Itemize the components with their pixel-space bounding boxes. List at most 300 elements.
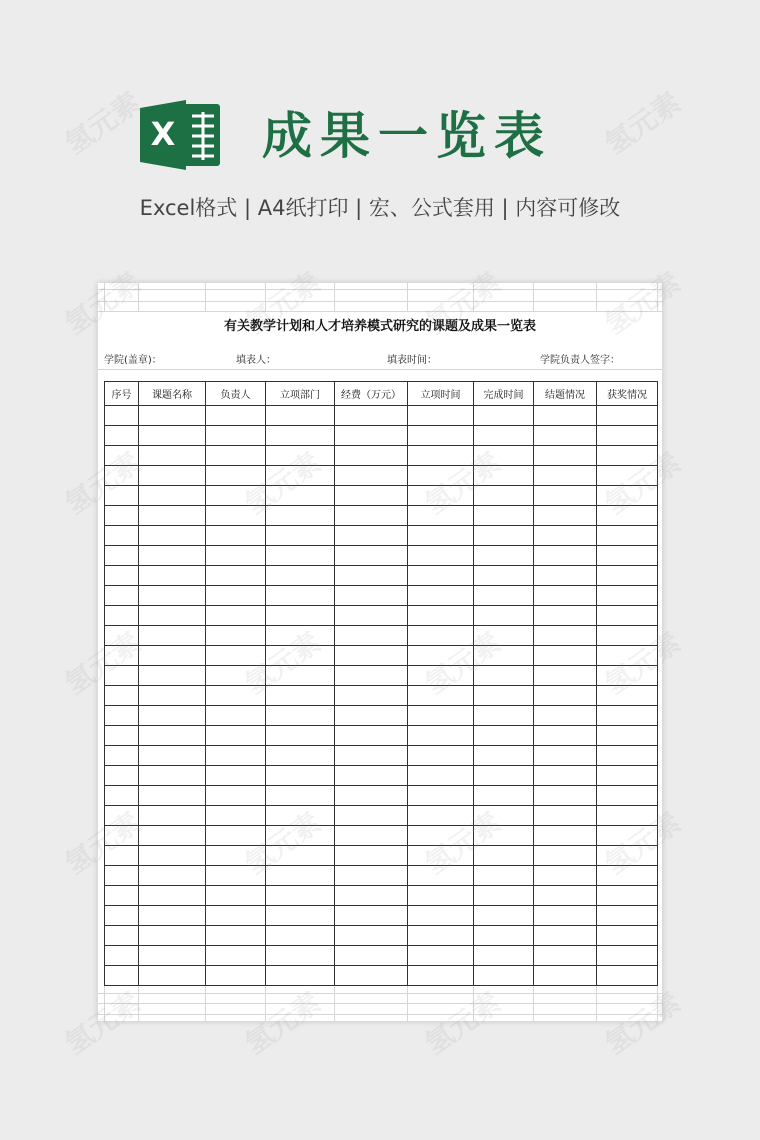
table-cell[interactable] bbox=[474, 686, 534, 706]
table-cell[interactable] bbox=[139, 926, 206, 946]
feature-subtitle: Excel格式 | A4纸打印 | 宏、公式套用 | 内容可修改 bbox=[139, 196, 621, 220]
table-cell[interactable] bbox=[206, 426, 266, 446]
table-cell[interactable] bbox=[105, 966, 139, 986]
table-cell[interactable] bbox=[408, 906, 474, 926]
table-cell[interactable] bbox=[206, 766, 266, 786]
table-cell[interactable] bbox=[105, 646, 139, 666]
table-cell[interactable] bbox=[266, 886, 335, 906]
table-cell[interactable] bbox=[266, 726, 335, 746]
table-row bbox=[105, 486, 658, 506]
table-row bbox=[105, 506, 658, 526]
table-cell[interactable] bbox=[139, 686, 206, 706]
table-cell[interactable] bbox=[408, 886, 474, 906]
table-cell[interactable] bbox=[474, 426, 534, 446]
table-cell[interactable] bbox=[335, 846, 408, 866]
table-cell[interactable] bbox=[335, 586, 408, 606]
table-cell[interactable] bbox=[105, 906, 139, 926]
table-cell[interactable] bbox=[105, 406, 139, 426]
table-cell[interactable] bbox=[105, 886, 139, 906]
table-cell[interactable] bbox=[534, 686, 597, 706]
table-cell[interactable] bbox=[335, 886, 408, 906]
table-cell[interactable] bbox=[266, 606, 335, 626]
table-row bbox=[105, 466, 658, 486]
table-cell[interactable] bbox=[105, 606, 139, 626]
table-cell[interactable] bbox=[335, 786, 408, 806]
table-cell[interactable] bbox=[597, 446, 658, 466]
table-cell[interactable] bbox=[474, 926, 534, 946]
table-cell[interactable] bbox=[474, 806, 534, 826]
table-cell[interactable] bbox=[534, 586, 597, 606]
table-cell[interactable] bbox=[408, 666, 474, 686]
table-cell[interactable] bbox=[534, 726, 597, 746]
logo-letter: X bbox=[150, 115, 176, 153]
table-cell[interactable] bbox=[408, 626, 474, 646]
table-row bbox=[105, 626, 658, 646]
table-cell[interactable] bbox=[474, 446, 534, 466]
table-cell[interactable] bbox=[139, 486, 206, 506]
table-cell[interactable] bbox=[206, 566, 266, 586]
table-cell[interactable] bbox=[408, 426, 474, 446]
table-cell[interactable] bbox=[139, 826, 206, 846]
table-cell[interactable] bbox=[474, 466, 534, 486]
table-cell[interactable] bbox=[139, 446, 206, 466]
table-cell[interactable] bbox=[408, 446, 474, 466]
table-cell[interactable] bbox=[266, 466, 335, 486]
table-cell[interactable] bbox=[266, 966, 335, 986]
table-cell[interactable] bbox=[597, 426, 658, 446]
table-cell[interactable] bbox=[474, 626, 534, 646]
table-cell[interactable] bbox=[206, 746, 266, 766]
table-cell[interactable] bbox=[474, 846, 534, 866]
table-cell[interactable] bbox=[474, 526, 534, 546]
table-cell[interactable] bbox=[597, 566, 658, 586]
table-cell[interactable] bbox=[139, 606, 206, 626]
table-cell[interactable] bbox=[105, 806, 139, 826]
table-cell[interactable] bbox=[597, 646, 658, 666]
table-cell[interactable] bbox=[597, 886, 658, 906]
table-cell[interactable] bbox=[474, 546, 534, 566]
table-cell[interactable] bbox=[139, 586, 206, 606]
table-cell[interactable] bbox=[335, 746, 408, 766]
table-row bbox=[105, 766, 658, 786]
table-cell[interactable] bbox=[335, 506, 408, 526]
table-cell[interactable] bbox=[534, 546, 597, 566]
table-cell[interactable] bbox=[534, 746, 597, 766]
table-cell[interactable] bbox=[266, 926, 335, 946]
table-cell[interactable] bbox=[534, 706, 597, 726]
table-cell[interactable] bbox=[335, 426, 408, 446]
table-cell[interactable] bbox=[534, 466, 597, 486]
table-cell[interactable] bbox=[139, 906, 206, 926]
table-cell[interactable] bbox=[408, 586, 474, 606]
table-cell[interactable] bbox=[597, 866, 658, 886]
table-cell[interactable] bbox=[597, 846, 658, 866]
col-header-finish-time: 完成时间 bbox=[474, 382, 534, 406]
table-cell[interactable] bbox=[206, 826, 266, 846]
table-cell[interactable] bbox=[206, 946, 266, 966]
table-cell[interactable] bbox=[335, 486, 408, 506]
table-cell[interactable] bbox=[266, 626, 335, 646]
table-cell[interactable] bbox=[474, 486, 534, 506]
table-cell[interactable] bbox=[139, 806, 206, 826]
results-table bbox=[104, 381, 658, 986]
table-cell[interactable] bbox=[408, 646, 474, 666]
col-header-topic: 课题名称 bbox=[139, 382, 206, 406]
table-cell[interactable] bbox=[534, 886, 597, 906]
table-cell[interactable] bbox=[534, 566, 597, 586]
table-cell[interactable] bbox=[206, 806, 266, 826]
table-cell[interactable] bbox=[534, 626, 597, 646]
table-cell[interactable] bbox=[335, 766, 408, 786]
table-cell[interactable] bbox=[105, 586, 139, 606]
table-cell[interactable] bbox=[474, 766, 534, 786]
table-cell[interactable] bbox=[597, 546, 658, 566]
table-cell[interactable] bbox=[139, 706, 206, 726]
table-cell[interactable] bbox=[335, 666, 408, 686]
table-cell[interactable] bbox=[408, 966, 474, 986]
table-row bbox=[105, 926, 658, 946]
table-cell[interactable] bbox=[597, 626, 658, 646]
table-cell[interactable] bbox=[408, 686, 474, 706]
table-cell[interactable] bbox=[408, 466, 474, 486]
table-cell[interactable] bbox=[139, 766, 206, 786]
table-cell[interactable] bbox=[266, 546, 335, 566]
table-cell[interactable] bbox=[335, 466, 408, 486]
table-cell[interactable] bbox=[335, 686, 408, 706]
table-cell[interactable] bbox=[597, 786, 658, 806]
table-cell[interactable] bbox=[474, 606, 534, 626]
table-cell[interactable] bbox=[597, 686, 658, 706]
table-row bbox=[105, 946, 658, 966]
table-cell[interactable] bbox=[534, 926, 597, 946]
table-cell[interactable] bbox=[534, 786, 597, 806]
table-cell[interactable] bbox=[139, 426, 206, 446]
table-cell[interactable] bbox=[105, 626, 139, 646]
table-cell[interactable] bbox=[534, 486, 597, 506]
table-cell[interactable] bbox=[266, 526, 335, 546]
leader-sign-label: 学院负责人签字： bbox=[540, 355, 620, 366]
table-cell[interactable] bbox=[335, 526, 408, 546]
table-cell[interactable] bbox=[335, 966, 408, 986]
table-row bbox=[105, 426, 658, 446]
table-cell[interactable] bbox=[335, 806, 408, 826]
watermark: 氢元素 bbox=[418, 985, 507, 1061]
table-cell[interactable] bbox=[597, 746, 658, 766]
table-cell[interactable] bbox=[474, 906, 534, 926]
table-cell[interactable] bbox=[408, 846, 474, 866]
table-cell[interactable] bbox=[266, 866, 335, 886]
table-cell[interactable] bbox=[335, 946, 408, 966]
table-cell[interactable] bbox=[534, 846, 597, 866]
table-cell[interactable] bbox=[266, 786, 335, 806]
col-header-funding: 经费（万元） bbox=[335, 382, 408, 406]
table-cell[interactable] bbox=[534, 406, 597, 426]
table-cell[interactable] bbox=[139, 466, 206, 486]
table-cell[interactable] bbox=[408, 606, 474, 626]
table-cell[interactable] bbox=[266, 846, 335, 866]
table-cell[interactable] bbox=[597, 606, 658, 626]
table-cell[interactable] bbox=[408, 706, 474, 726]
table-cell[interactable] bbox=[139, 786, 206, 806]
filler-label: 填表人： bbox=[236, 355, 276, 366]
table-cell[interactable] bbox=[408, 786, 474, 806]
table-cell[interactable] bbox=[206, 666, 266, 686]
table-row bbox=[105, 746, 658, 766]
table-cell[interactable] bbox=[266, 686, 335, 706]
table-cell[interactable] bbox=[105, 866, 139, 886]
table-cell[interactable] bbox=[474, 566, 534, 586]
table-cell[interactable] bbox=[139, 886, 206, 906]
table-cell[interactable] bbox=[408, 866, 474, 886]
table-cell[interactable] bbox=[206, 406, 266, 426]
table-cell[interactable] bbox=[597, 826, 658, 846]
table-row bbox=[105, 586, 658, 606]
table-cell[interactable] bbox=[206, 626, 266, 646]
table-cell[interactable] bbox=[335, 906, 408, 926]
table-cell[interactable] bbox=[408, 926, 474, 946]
table-cell[interactable] bbox=[139, 626, 206, 646]
table-cell[interactable] bbox=[139, 726, 206, 746]
table-cell[interactable] bbox=[206, 606, 266, 626]
table-row bbox=[105, 826, 658, 846]
table-cell[interactable] bbox=[105, 826, 139, 846]
table-cell[interactable] bbox=[206, 706, 266, 726]
table-cell[interactable] bbox=[474, 866, 534, 886]
table-cell[interactable] bbox=[597, 466, 658, 486]
table-cell[interactable] bbox=[534, 506, 597, 526]
table-cell[interactable] bbox=[597, 906, 658, 926]
table-cell[interactable] bbox=[474, 506, 534, 526]
table-cell[interactable] bbox=[597, 966, 658, 986]
table-cell[interactable] bbox=[105, 686, 139, 706]
table-cell[interactable] bbox=[474, 826, 534, 846]
table-cell[interactable] bbox=[335, 726, 408, 746]
table-cell[interactable] bbox=[474, 726, 534, 746]
table-cell[interactable] bbox=[597, 486, 658, 506]
table-row bbox=[105, 566, 658, 586]
table-cell[interactable] bbox=[105, 706, 139, 726]
table-row bbox=[105, 406, 658, 426]
table-cell[interactable] bbox=[474, 706, 534, 726]
table-cell[interactable] bbox=[139, 666, 206, 686]
table-cell[interactable] bbox=[474, 946, 534, 966]
table-cell[interactable] bbox=[266, 586, 335, 606]
table-cell[interactable] bbox=[408, 546, 474, 566]
table-cell[interactable] bbox=[206, 906, 266, 926]
table-cell[interactable] bbox=[206, 586, 266, 606]
table-cell[interactable] bbox=[266, 506, 335, 526]
table-cell[interactable] bbox=[206, 726, 266, 746]
table-cell[interactable] bbox=[597, 526, 658, 546]
table-cell[interactable] bbox=[206, 846, 266, 866]
table-cell[interactable] bbox=[139, 506, 206, 526]
table-header-row bbox=[105, 382, 658, 406]
table-cell[interactable] bbox=[105, 506, 139, 526]
table-cell[interactable] bbox=[105, 546, 139, 566]
table-cell[interactable] bbox=[474, 786, 534, 806]
table-cell[interactable] bbox=[534, 966, 597, 986]
table-cell[interactable] bbox=[139, 546, 206, 566]
table-cell[interactable] bbox=[408, 946, 474, 966]
table-row bbox=[105, 786, 658, 806]
table-cell[interactable] bbox=[408, 826, 474, 846]
table-cell[interactable] bbox=[105, 946, 139, 966]
table-cell[interactable] bbox=[335, 626, 408, 646]
table-cell[interactable] bbox=[266, 646, 335, 666]
table-cell[interactable] bbox=[266, 706, 335, 726]
table-cell[interactable] bbox=[105, 746, 139, 766]
table-cell[interactable] bbox=[139, 866, 206, 886]
table-cell[interactable] bbox=[139, 646, 206, 666]
table-cell[interactable] bbox=[105, 486, 139, 506]
table-cell[interactable] bbox=[206, 486, 266, 506]
table-cell[interactable] bbox=[206, 466, 266, 486]
table-cell[interactable] bbox=[206, 546, 266, 566]
table-cell[interactable] bbox=[266, 666, 335, 686]
table-cell[interactable] bbox=[206, 926, 266, 946]
table-row bbox=[105, 686, 658, 706]
table-cell[interactable] bbox=[597, 766, 658, 786]
table-row bbox=[105, 886, 658, 906]
table-cell[interactable] bbox=[105, 786, 139, 806]
table-row bbox=[105, 726, 658, 746]
table-cell[interactable] bbox=[266, 766, 335, 786]
table-cell[interactable] bbox=[335, 406, 408, 426]
table-cell[interactable] bbox=[105, 766, 139, 786]
table-cell[interactable] bbox=[534, 806, 597, 826]
table-cell[interactable] bbox=[534, 866, 597, 886]
table-cell[interactable] bbox=[335, 566, 408, 586]
table-row bbox=[105, 546, 658, 566]
table-cell[interactable] bbox=[105, 446, 139, 466]
excel-logo-icon bbox=[140, 98, 222, 172]
table-cell[interactable] bbox=[474, 886, 534, 906]
table-cell[interactable] bbox=[139, 406, 206, 426]
watermark: 氢元素 bbox=[238, 985, 327, 1061]
table-cell[interactable] bbox=[408, 806, 474, 826]
watermark: 氢元素 bbox=[598, 985, 687, 1061]
table-cell[interactable] bbox=[266, 406, 335, 426]
table-cell[interactable] bbox=[408, 746, 474, 766]
table-cell[interactable] bbox=[335, 446, 408, 466]
table-cell[interactable] bbox=[105, 526, 139, 546]
table-cell[interactable] bbox=[335, 546, 408, 566]
table-cell[interactable] bbox=[408, 506, 474, 526]
table-cell[interactable] bbox=[534, 446, 597, 466]
table-cell[interactable] bbox=[534, 606, 597, 626]
table-cell[interactable] bbox=[139, 566, 206, 586]
table-cell[interactable] bbox=[474, 746, 534, 766]
table-cell[interactable] bbox=[534, 826, 597, 846]
table-cell[interactable] bbox=[474, 586, 534, 606]
table-cell[interactable] bbox=[266, 426, 335, 446]
table-row bbox=[105, 646, 658, 666]
table-row bbox=[105, 526, 658, 546]
table-cell[interactable] bbox=[206, 866, 266, 886]
table-cell[interactable] bbox=[597, 506, 658, 526]
table-cell[interactable] bbox=[105, 666, 139, 686]
table-cell[interactable] bbox=[474, 666, 534, 686]
table-cell[interactable] bbox=[408, 526, 474, 546]
table-cell[interactable] bbox=[105, 846, 139, 866]
table-cell[interactable] bbox=[335, 826, 408, 846]
table-cell[interactable] bbox=[597, 726, 658, 746]
table-cell[interactable] bbox=[206, 506, 266, 526]
table-cell[interactable] bbox=[206, 646, 266, 666]
table-cell[interactable] bbox=[534, 906, 597, 926]
table-cell[interactable] bbox=[597, 666, 658, 686]
table-cell[interactable] bbox=[206, 686, 266, 706]
table-cell[interactable] bbox=[534, 426, 597, 446]
table-cell[interactable] bbox=[335, 866, 408, 886]
table-cell[interactable] bbox=[408, 766, 474, 786]
table-cell[interactable] bbox=[266, 566, 335, 586]
table-cell[interactable] bbox=[335, 646, 408, 666]
table-cell[interactable] bbox=[206, 966, 266, 986]
table-cell[interactable] bbox=[105, 466, 139, 486]
table-cell[interactable] bbox=[597, 806, 658, 826]
table-row bbox=[105, 706, 658, 726]
table-cell[interactable] bbox=[408, 566, 474, 586]
table-cell[interactable] bbox=[335, 926, 408, 946]
table-cell[interactable] bbox=[139, 746, 206, 766]
table-cell[interactable] bbox=[335, 706, 408, 726]
table-cell[interactable] bbox=[474, 646, 534, 666]
table-cell[interactable] bbox=[266, 906, 335, 926]
table-cell[interactable] bbox=[206, 446, 266, 466]
table-cell[interactable] bbox=[474, 966, 534, 986]
table-cell[interactable] bbox=[139, 966, 206, 986]
table-cell[interactable] bbox=[335, 606, 408, 626]
table-cell[interactable] bbox=[597, 406, 658, 426]
table-cell[interactable] bbox=[597, 586, 658, 606]
table-cell[interactable] bbox=[105, 566, 139, 586]
col-header-start-time: 立项时间 bbox=[408, 382, 474, 406]
table-cell[interactable] bbox=[206, 786, 266, 806]
table-cell[interactable] bbox=[105, 426, 139, 446]
table-cell[interactable] bbox=[408, 486, 474, 506]
table-cell[interactable] bbox=[408, 726, 474, 746]
table-cell[interactable] bbox=[266, 486, 335, 506]
main-title: 成果一览表 bbox=[262, 107, 552, 165]
table-cell[interactable] bbox=[597, 926, 658, 946]
table-cell[interactable] bbox=[206, 886, 266, 906]
table-cell[interactable] bbox=[266, 746, 335, 766]
table-cell[interactable] bbox=[105, 726, 139, 746]
table-cell[interactable] bbox=[266, 446, 335, 466]
col-header-leader: 负责人 bbox=[206, 382, 266, 406]
table-cell[interactable] bbox=[534, 946, 597, 966]
table-cell[interactable] bbox=[408, 406, 474, 426]
table-cell[interactable] bbox=[534, 666, 597, 686]
table-cell[interactable] bbox=[597, 946, 658, 966]
table-cell[interactable] bbox=[105, 926, 139, 946]
table-row bbox=[105, 846, 658, 866]
table-row bbox=[105, 806, 658, 826]
table-cell[interactable] bbox=[474, 406, 534, 426]
table-cell[interactable] bbox=[534, 766, 597, 786]
table-cell[interactable] bbox=[534, 646, 597, 666]
table-cell[interactable] bbox=[266, 946, 335, 966]
table-cell[interactable] bbox=[139, 946, 206, 966]
table-cell[interactable] bbox=[266, 826, 335, 846]
table-cell[interactable] bbox=[139, 526, 206, 546]
table-cell[interactable] bbox=[139, 846, 206, 866]
table-cell[interactable] bbox=[206, 526, 266, 546]
table-cell[interactable] bbox=[534, 526, 597, 546]
table-cell[interactable] bbox=[266, 806, 335, 826]
table-cell[interactable] bbox=[597, 706, 658, 726]
